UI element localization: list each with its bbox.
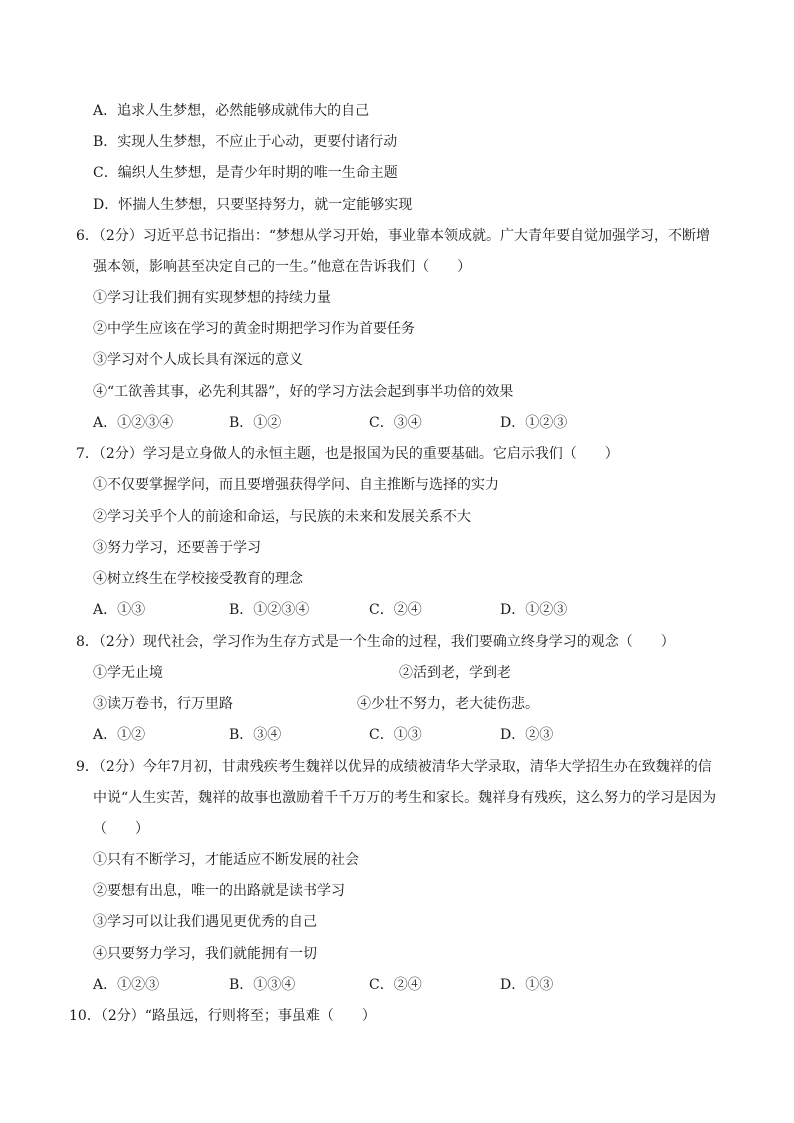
q9-choice-a: A．①②③ bbox=[93, 977, 160, 993]
q5-option-a: A．追求人生梦想，必然能够成就伟大的自己 bbox=[93, 103, 370, 119]
q7-stem: 7．（2分）学习是立身做人的永恒主题，也是报国为民的重要基础。它启示我们（ ） bbox=[76, 446, 619, 462]
q8-choice-b: B．③④ bbox=[229, 727, 282, 743]
q8-stem: 8．（2分）现代社会，学习作为生存方式是一个生命的过程，我们要确立终身学习的观念（ ） bbox=[76, 634, 675, 650]
q10-stem: 10．（2分）“路虽远，行则将至；事虽难（ ） bbox=[69, 1008, 376, 1024]
q6-choice-a: A．①②③④ bbox=[93, 415, 174, 431]
q5-option-d: D．怀揣人生梦想，只要坚持努力，就一定能够实现 bbox=[93, 197, 413, 213]
q8-choice-c: C．①③ bbox=[369, 727, 422, 743]
q7-item-4: ④树立终生在学校接受教育的理念 bbox=[93, 571, 303, 587]
q6-item-3: ③学习对个人成长具有深远的意义 bbox=[93, 352, 303, 368]
q6-stem-line2: 强本领，影响甚至决定自己的一生。”他意在告诉我们（ ） bbox=[93, 259, 472, 275]
q7-item-2: ②学习关乎个人的前途和命运，与民族的未来和发展关系不大 bbox=[93, 509, 471, 525]
q8-item-2: ②活到老，学到老 bbox=[399, 665, 511, 681]
q9-item-4: ④只要努力学习，我们就能拥有一切 bbox=[93, 946, 317, 962]
q9-item-1: ①只有不断学习，才能适应不断发展的社会 bbox=[93, 852, 359, 868]
q7-item-1: ①不仅要掌握学问，而且要增强获得学问、自主推断与选择的实力 bbox=[93, 477, 499, 493]
q8-item-3: ③读万卷书，行万里路 bbox=[93, 696, 233, 712]
q9-choice-c: C．②④ bbox=[369, 977, 422, 993]
q6-stem-line1: 6．（2分）习近平总书记指出：“梦想从学习开始，事业靠本领成就。广大青年要自觉加强学习，不断增 bbox=[76, 228, 710, 244]
q6-item-2: ②中学生应该在学习的黄金时期把学习作为首要任务 bbox=[93, 321, 415, 337]
q7-item-3: ③努力学习，还要善于学习 bbox=[93, 540, 261, 556]
q8-item-1: ①学无止境 bbox=[93, 665, 163, 681]
q6-item-4: ④“工欲善其事，必先利其器”，好的学习方法会起到事半功倍的效果 bbox=[93, 384, 514, 400]
q5-option-c: C．编织人生梦想，是青少年时期的唯一生命主题 bbox=[93, 165, 398, 181]
q7-choice-c: C．②④ bbox=[369, 602, 422, 618]
q9-stem-line2: 中说“人生实苦，魏祥的故事也激励着千千万万的考生和家长。魏祥身有残疾，这么努力的学习是因为 bbox=[93, 790, 717, 806]
q7-choice-d: D．①②③ bbox=[500, 602, 568, 618]
q8-choice-d: D．②③ bbox=[500, 727, 554, 743]
q5-option-b: B．实现人生梦想，不应止于心动，更要付诸行动 bbox=[93, 134, 398, 150]
q6-choice-b: B．①② bbox=[229, 415, 282, 431]
q9-item-3: ③学习可以让我们遇见更优秀的自己 bbox=[93, 914, 317, 930]
q9-item-2: ②要想有出息，唯一的出路就是读书学习 bbox=[93, 883, 345, 899]
q6-choice-d: D．①②③ bbox=[500, 415, 568, 431]
q9-choice-b: B．①③④ bbox=[229, 977, 296, 993]
q7-choice-a: A．①③ bbox=[93, 602, 146, 618]
q8-choice-a: A．①② bbox=[93, 727, 146, 743]
q6-item-1: ①学习让我们拥有实现梦想的持续力量 bbox=[93, 290, 331, 306]
q9-stem-line3: （ ） bbox=[93, 821, 149, 837]
q6-choice-c: C．③④ bbox=[369, 415, 422, 431]
q7-choice-b: B．①②③④ bbox=[229, 602, 310, 618]
q8-item-4: ④少壮不努力，老大徒伤悲。 bbox=[357, 696, 539, 712]
q9-choice-d: D．①③ bbox=[500, 977, 554, 993]
q9-stem-line1: 9．（2分）今年7月初，甘肃残疾考生魏祥以优异的成绩被清华大学录取，清华大学招生办在致魏祥的信 bbox=[76, 759, 712, 775]
